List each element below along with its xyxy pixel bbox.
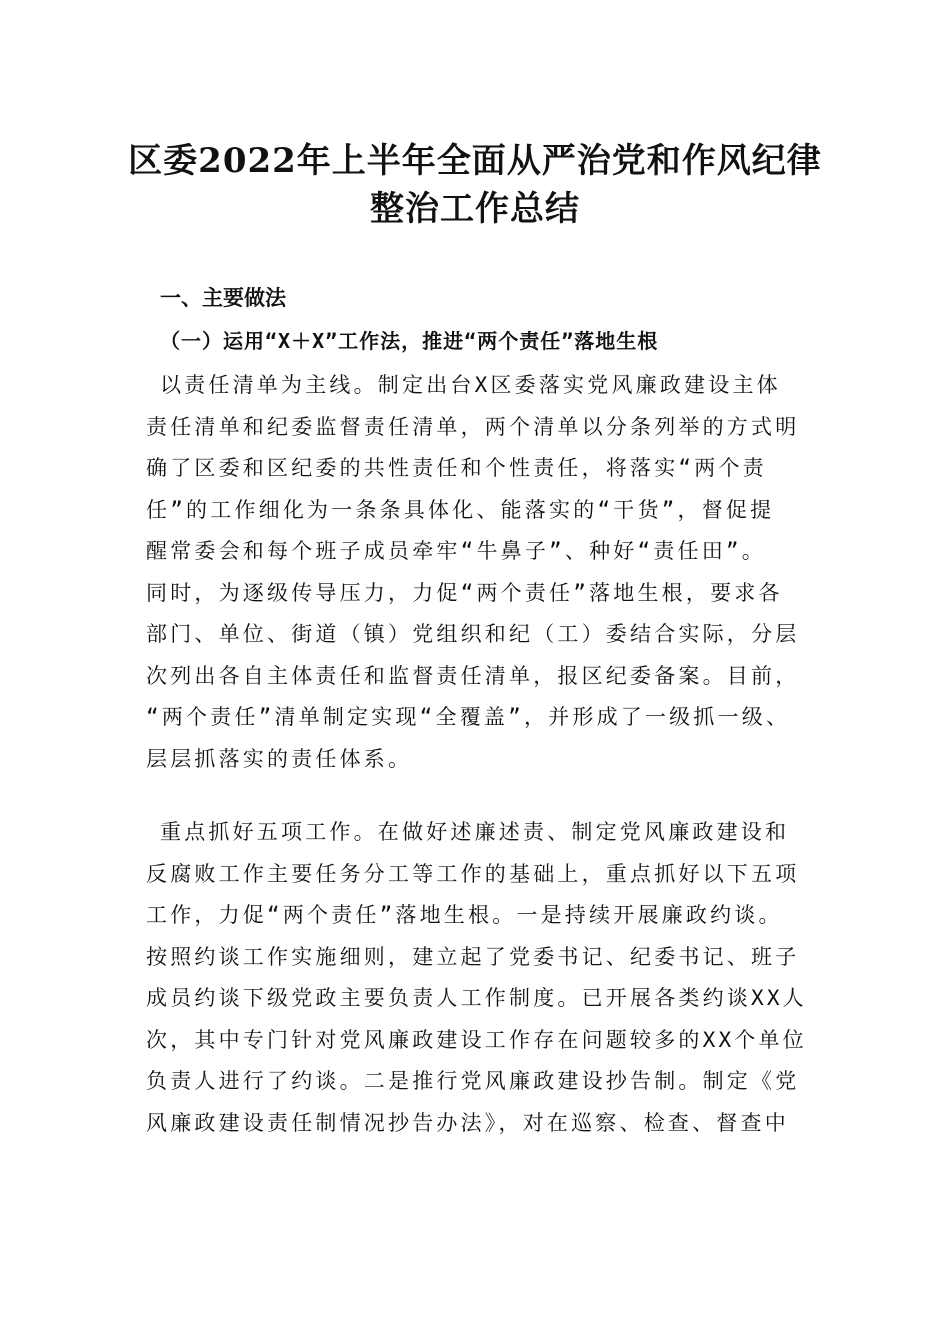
paragraph-line: 风廉政建设责任制情况抄告办法》，对在巡察、检查、督查中 bbox=[146, 1110, 789, 1135]
paragraph-line: 按照约谈工作实施细则，建立起了党委书记、纪委书记、班子 bbox=[146, 944, 800, 969]
paragraph-line: 醒常委会和每个班子成员牵牢“牛鼻子”、种好“责任田”。 bbox=[146, 539, 766, 563]
section-heading: 一、主要做法 bbox=[160, 286, 286, 310]
paragraph-line: 次列出各自主体责任和监督责任清单，报区纪委备案。目前， bbox=[146, 663, 800, 688]
paragraph-1 bbox=[146, 365, 836, 780]
paragraph-line: 部门、单位、街道（镇）党组织和纪（工）委结合实际，分层 bbox=[146, 622, 800, 646]
document-title-line-2: 整治工作总结 bbox=[370, 189, 580, 229]
paragraph-line: 次，其中专门针对党风廉政建设工作存在问题较多的XX个单位 bbox=[146, 1027, 807, 1052]
paragraph-line: 反腐败工作主要任务分工等工作的基础上，重点抓好以下五项 bbox=[146, 861, 800, 886]
paragraph-line: 同时，为逐级传导压力，力促“两个责任”落地生根，要求各 bbox=[146, 580, 783, 605]
sub-heading: （一）运用“X＋X”工作法，推进“两个责任”落地生根 bbox=[160, 329, 659, 353]
paragraph-line: 确了区委和区纪委的共性责任和个性责任，将落实“两个责 bbox=[146, 456, 767, 480]
paragraph-line: “两个责任”清单制定实现“全覆盖”，并形成了一级抓一级、 bbox=[146, 705, 791, 729]
paragraph-line: 负责人进行了约谈。二是推行党风廉政建设抄告制。制定《党 bbox=[146, 1069, 800, 1093]
paragraph-2 bbox=[146, 812, 836, 1144]
paragraph-line: 责任清单和纪委监督责任清单，两个清单以分条列举的方式明 bbox=[146, 414, 800, 439]
paragraph-line: 层层抓落实的责任体系。 bbox=[146, 746, 413, 771]
paragraph-line: 以责任清单为主线。制定出台X区委落实党风廉政建设主体 bbox=[160, 373, 781, 397]
paragraph-line: 任”的工作细化为一条条具体化、能落实的“干货”，督促提 bbox=[146, 497, 775, 522]
paragraph-line: 重点抓好五项工作。在做好述廉述责、制定党风廉政建设和 bbox=[160, 820, 790, 844]
paragraph-line: 成员约谈下级党政主要负责人工作制度。已开展各类约谈XX人 bbox=[146, 986, 807, 1010]
document-title-line-1: 区委2022年上半年全面从严治党和作风纪律 bbox=[128, 141, 822, 181]
paragraph-line: 工作，力促“两个责任”落地生根。一是持续开展廉政约谈。 bbox=[146, 903, 783, 927]
